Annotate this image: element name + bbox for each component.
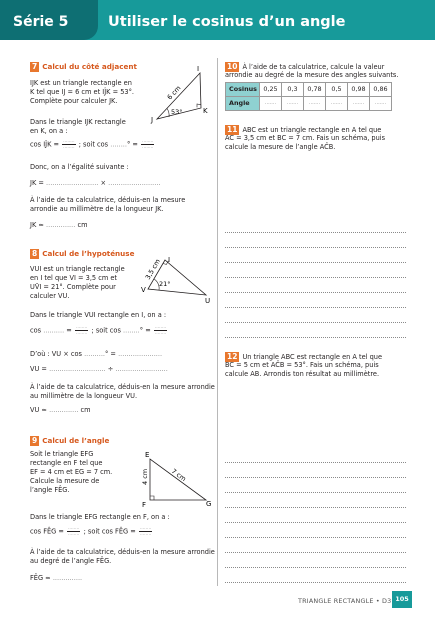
- answer-line[interactable]: [225, 522, 406, 523]
- ex8-vertex-I: I: [168, 256, 171, 264]
- ex7-statement-line: IJK est un triangle rectangle en: [30, 79, 132, 87]
- ex8-vu-equation: [30, 365, 168, 374]
- ex10-angle-cell[interactable]: .......: [347, 97, 369, 111]
- ex8-title-text: Calcul de l’hypoténuse: [42, 249, 135, 258]
- answer-line[interactable]: [225, 322, 406, 323]
- ex9-statement-line: l’angle FÊG.: [30, 486, 70, 494]
- ex9-triangle-figure: [136, 445, 216, 511]
- ex7-calc-line: À l’aide de ta calculatrice, déduis-en la mesure: [30, 196, 186, 204]
- ex8-unit: cm: [80, 406, 91, 414]
- ex9-title-text: Calcul de l’angle: [42, 436, 110, 445]
- ex7-jk-equation: [30, 179, 161, 188]
- ex8-title: [30, 249, 134, 259]
- ex10-cos-value: 0,98: [347, 83, 369, 97]
- ex9-statement-line: Soit le triangle EFG: [30, 450, 94, 458]
- ex7-right-angle-mark: [197, 104, 201, 107]
- ex9-approx-blank[interactable]: ..............: [52, 574, 83, 582]
- ex7-vertex-I: I: [197, 65, 200, 73]
- ex12-number: 12: [227, 352, 238, 361]
- ex12-text-line: calcule AB. Arrondis ton résultat au millimètre.: [225, 370, 380, 378]
- answer-line[interactable]: [225, 307, 406, 308]
- answer-line[interactable]: [225, 537, 406, 538]
- ex7-conclude: Donc, on a l’égalité suivante :: [30, 163, 129, 171]
- ex7-statement-line: K tel que IJ = 6 cm et IĴK = 53°.: [30, 88, 134, 96]
- ex7-calc-line: arrondie au millimètre de la longueur JK.: [30, 205, 164, 213]
- ex8-angle-blank[interactable]: ........: [123, 326, 140, 335]
- ex8-statement-line: en I tel que VI = 3,5 cm et: [30, 274, 118, 282]
- ex10-cos-value: 0,25: [259, 83, 281, 97]
- ex7-unit: cm: [77, 221, 88, 229]
- ex7-number: 7: [32, 62, 38, 71]
- ex8-statement-line: VUI est un triangle rectangle: [30, 265, 125, 273]
- answer-line[interactable]: [225, 262, 406, 263]
- ex10-cos-value: 0,5: [325, 83, 347, 97]
- ex8-d-eq: ° =: [105, 350, 116, 358]
- answer-line[interactable]: [225, 567, 406, 568]
- ex10-row-label-cosinus: Cosinus: [226, 83, 260, 97]
- ex11-text: ABC est un triangle rectangle en A tel que: [242, 126, 382, 134]
- table-row: [226, 97, 392, 111]
- ex8-statement-line: calculer VU.: [30, 292, 70, 300]
- ex7-title-text: Calcul du côté adjacent: [42, 62, 137, 71]
- ex7-vertex-K: K: [203, 107, 208, 115]
- ex9-approx-prefix: FÊG ≈: [30, 574, 51, 582]
- page-header: [0, 0, 435, 40]
- ex11-text-line: AC = 3,5 cm et BC = 7 cm. Fais un schéma, puis: [225, 134, 386, 142]
- page-title: Utiliser le cosinus d’un angle: [108, 14, 346, 30]
- ex7-fraction-blank[interactable]: $\frac{........}{........}$: [142, 139, 154, 150]
- ex7-jk-blank[interactable]: .........................: [46, 179, 99, 187]
- ex8-cos-eq2: ° =: [139, 326, 151, 335]
- ex8-angle-label: 21°: [159, 280, 171, 288]
- ex7-triangle-figure: [146, 60, 216, 126]
- answer-line[interactable]: [225, 492, 406, 493]
- answer-line[interactable]: [225, 462, 406, 463]
- ex10-cosine-table: [225, 82, 392, 111]
- ex8-cos-mid: ; soit cos: [91, 326, 121, 335]
- answer-line[interactable]: [225, 507, 406, 508]
- ex9-statement-line: EF = 4 cm et EG = 7 cm.: [30, 468, 113, 476]
- ex8-approx-prefix: VU ≈: [30, 406, 47, 414]
- ex7-rect-line: Dans le triangle IJK rectangle: [30, 118, 126, 126]
- ex7-fraction-blank[interactable]: $\frac{........}{........}$: [63, 139, 75, 150]
- ex7-rect-line: en K, on a :: [30, 127, 68, 135]
- ex9-approx: [30, 574, 82, 583]
- ex7-side-IJ-label: 6 cm: [165, 84, 183, 102]
- ex8-side-VI-label: 3,5 cm: [143, 257, 162, 281]
- ex7-cos-formula: [30, 139, 155, 150]
- ex10-cos-value: 0,3: [281, 83, 303, 97]
- ex10-angle-cell[interactable]: .......: [325, 97, 347, 111]
- ex9-fraction-blank[interactable]: $\frac{........}{........}$: [139, 526, 152, 537]
- ex9-side-EG-label: 7 cm: [169, 467, 188, 484]
- ex10-angle-cell[interactable]: .......: [303, 97, 325, 111]
- ex7-cos-mid: ; soit cos: [78, 140, 109, 149]
- ex8-vertex-V: V: [141, 286, 146, 294]
- page-number: 105: [392, 591, 412, 608]
- series-label: Série 5: [13, 14, 69, 30]
- ex10-row-label-angle: Angle: [226, 97, 260, 111]
- column-divider: [217, 58, 218, 586]
- footer-chapter: TRIANGLE RECTANGLE • D3: [298, 597, 392, 605]
- ex10-number: 10: [227, 62, 238, 71]
- ex8-div: ÷: [107, 365, 114, 373]
- table-row: [226, 83, 392, 97]
- ex8-vu-prefix: VU =: [30, 365, 47, 373]
- ex8-angle-blank[interactable]: ..........: [43, 326, 65, 335]
- ex8-vu-blank[interactable]: .........................: [115, 365, 168, 373]
- ex7-times: ×: [100, 179, 107, 187]
- ex12-text: Un triangle ABC est rectangle en A tel que: [242, 353, 383, 361]
- ex11-number: 11: [227, 125, 238, 134]
- ex9-side-EF-label: 4 cm: [141, 468, 149, 485]
- ex8-dou-equation: [30, 350, 162, 359]
- ex7-angle-label: 53°: [171, 108, 183, 116]
- ex9-cos-prefix: cos FÊG =: [30, 527, 64, 536]
- ex8-cos-eq: =: [66, 326, 72, 335]
- ex8-approx: [30, 406, 91, 415]
- ex9-number: 9: [32, 436, 38, 445]
- ex9-cos-mid: ; soit cos FÊG =: [83, 527, 136, 536]
- ex10-text: À l’aide de ta calculatrice, calcule la valeur: [242, 63, 385, 71]
- ex8-calc-line: À l’aide de ta calculatrice, déduis-en la mesure arrondie: [30, 383, 215, 391]
- ex7-title: [30, 62, 137, 72]
- ex7-jk-blank[interactable]: .........................: [108, 179, 161, 187]
- ex7-angle-blank[interactable]: ........: [110, 140, 127, 149]
- answer-line[interactable]: [225, 277, 406, 278]
- ex7-cos-eq: ° =: [127, 140, 138, 149]
- ex8-vu-blank[interactable]: ...........................: [49, 365, 106, 373]
- answer-line[interactable]: [225, 552, 406, 553]
- ex7-vertex-J: J: [151, 116, 154, 124]
- ex12-text-line: BC = 5 cm et AĈB = 53°. Fais un schéma, puis: [225, 361, 379, 369]
- answer-line[interactable]: [225, 582, 406, 583]
- ex8-fraction-blank[interactable]: $\frac{........}{........}$: [75, 325, 88, 336]
- ex8-angle-blank[interactable]: ..........: [84, 350, 106, 358]
- ex9-cos-formula: [30, 526, 153, 537]
- answer-line[interactable]: [225, 232, 406, 233]
- answer-line[interactable]: [225, 477, 406, 478]
- ex8-fraction-blank[interactable]: $\frac{........}{........}$: [154, 325, 167, 336]
- ex9-fraction-blank[interactable]: $\frac{........}{........}$: [68, 526, 80, 537]
- ex7-approx-blank[interactable]: ..............: [46, 221, 76, 229]
- ex8-vertex-U: U: [205, 297, 211, 305]
- ex8-result-blank[interactable]: .....................: [118, 350, 163, 358]
- ex8-calc-line: au millimètre de la longueur VU.: [30, 392, 138, 400]
- ex9-vertex-F: F: [142, 501, 147, 509]
- ex10-angle-cell[interactable]: .......: [259, 97, 281, 111]
- ex7-approx-prefix: JK ≈: [30, 221, 44, 229]
- ex8-triangle-figure: [140, 252, 216, 308]
- ex8-approx-blank[interactable]: ..............: [49, 406, 79, 414]
- ex7-statement-line: Complète pour calculer JK.: [30, 97, 118, 105]
- ex10-text-line: arrondie au degré de la mesure des angles suivants.: [225, 71, 399, 79]
- ex8-number: 8: [32, 249, 38, 258]
- ex10-angle-cell[interactable]: .......: [281, 97, 303, 111]
- ex8-d-prefix: D’où : VU × cos: [30, 350, 82, 358]
- ex8-cos-prefix: cos: [30, 326, 42, 335]
- ex10-cos-value: 0,78: [303, 83, 325, 97]
- ex9-statement-line: Calcule la mesure de: [30, 477, 100, 485]
- ex8-statement-line: UV̂I = 21°. Complète pour: [30, 283, 116, 291]
- ex11-text-line: calcule la mesure de l’angle AĈB.: [225, 143, 336, 151]
- ex7-cos-prefix: cos IĴK =: [30, 140, 60, 149]
- answer-line[interactable]: [225, 292, 406, 293]
- ex7-approx: [30, 221, 88, 230]
- ex9-rect: Dans le triangle EFG rectangle en F, on a :: [30, 513, 170, 521]
- ex10-angle-cell[interactable]: .......: [369, 97, 391, 111]
- ex7-jk-prefix: JK =: [30, 179, 44, 187]
- ex9-calc-line: au degré de l’angle FÊG.: [30, 557, 112, 565]
- answer-line[interactable]: [225, 337, 406, 338]
- ex9-vertex-G: G: [206, 500, 212, 508]
- ex9-statement-line: rectangle en F tel que: [30, 459, 103, 467]
- answer-line[interactable]: [225, 247, 406, 248]
- ex8-cos-formula: [30, 325, 168, 336]
- ex9-right-angle-mark: [150, 496, 154, 500]
- ex10-cos-value: 0,86: [369, 83, 391, 97]
- ex9-title: [30, 436, 109, 446]
- ex9-calc-line: À l’aide de ta calculatrice, déduis-en la mesure arrondie: [30, 548, 215, 556]
- ex8-rect: Dans le triangle VUI rectangle en I, on a :: [30, 311, 167, 319]
- ex9-vertex-E: E: [145, 451, 150, 459]
